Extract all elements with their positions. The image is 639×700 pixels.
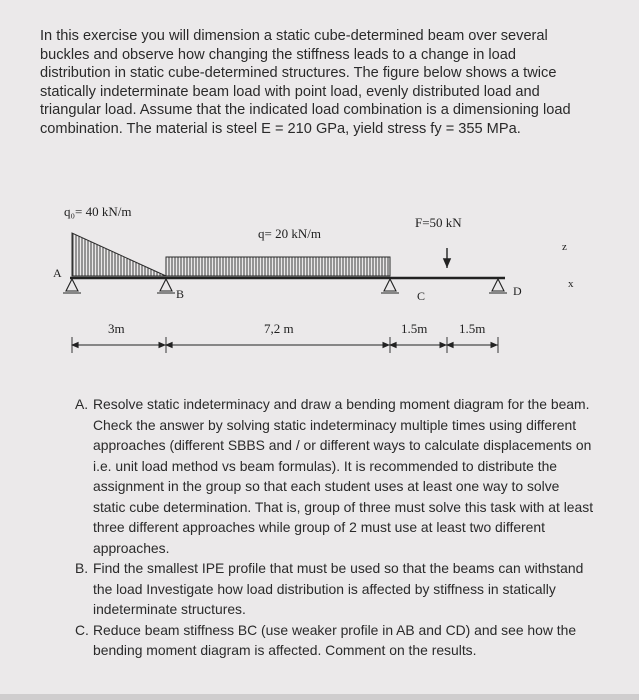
dim-BC: 7,2 m xyxy=(264,321,294,336)
support-A xyxy=(63,279,81,293)
label-B: B xyxy=(176,287,185,301)
task-A-marker: A. xyxy=(75,396,89,412)
support-C xyxy=(381,279,399,293)
triangular-load xyxy=(72,233,166,276)
q-label: q= 20 kN/m xyxy=(258,226,321,241)
task-list xyxy=(75,394,595,661)
task-C-text: Reduce beam stiffness BC (use weaker profile in AB and CD) and see how the bending moment diagram is affected. Comment on the results. xyxy=(93,621,577,658)
task-B-text: Find the smallest IPE profile that must be used so that the beams can withstand the load Investigate how load distribution is affected by stiffness in statically indeterminate structures. xyxy=(93,560,584,617)
intro-paragraph: In this exercise you will dimension a static cube-determined beam over several buckles and observe how changing the stiffness leads to a change in load distribution in static cube-determined structures. The figure below shows a twice statically indeterminate beam load with point load, evenly distributed load and triangular load. Assume that the indicated load combination is a dimensioning load combination. The material is steel E = 210 GPa, yield stress fy = 355 MPa. xyxy=(40,28,571,137)
force-label: F=50 kN xyxy=(415,215,462,230)
task-A xyxy=(75,394,595,558)
label-C: C xyxy=(417,289,426,303)
uniform-load xyxy=(166,257,390,276)
support-D xyxy=(489,279,507,293)
axis-x-label: x xyxy=(568,278,574,290)
q0-label: q₀= 40 kN/m xyxy=(64,204,132,219)
task-C xyxy=(75,620,595,661)
dim-AB: 3m xyxy=(108,321,125,336)
dimension-line xyxy=(72,337,498,353)
dim-CF: 1.5m xyxy=(401,321,428,336)
support-B xyxy=(157,279,175,293)
task-A-text: Resolve static indeterminacy and draw a bending moment diagram for the beam. Check the answer by solving static indeterminacy multiple times using different approaches (different SBBS and / or different ways to calculate displacements on i.e. unit load method vs beam formulas). It is recommended to distribute the assignment in the group so that each student uses at least one way to solve static cube determination. That is, group of three must solve this task with at least three different approaches while group of 2 must use at least two different approaches. xyxy=(93,396,594,556)
task-B-marker: B. xyxy=(75,560,89,576)
page-bottom-edge xyxy=(0,694,639,700)
dim-FD: 1.5m xyxy=(459,321,486,336)
label-A: A xyxy=(53,266,62,280)
label-D: D xyxy=(513,284,522,298)
task-C-marker: C. xyxy=(75,621,89,638)
axis-z-label: z xyxy=(562,241,567,253)
task-B xyxy=(75,558,595,620)
